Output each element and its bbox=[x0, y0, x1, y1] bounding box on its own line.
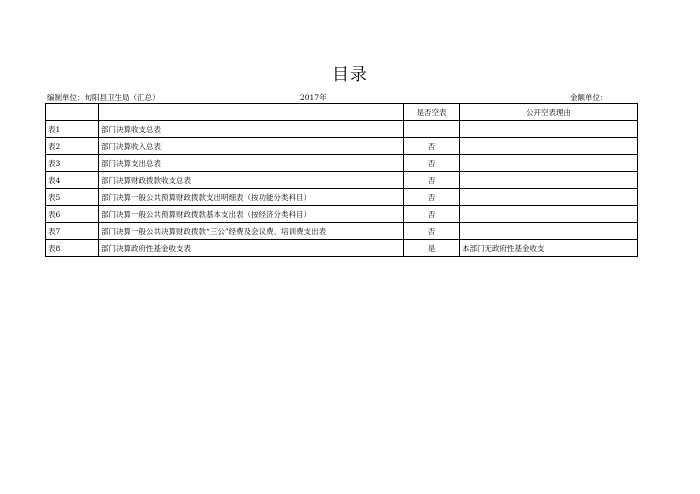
row-empty-reason bbox=[460, 189, 638, 206]
row-table-name: 部门决算一般公共预算财政拨款基本支出表（按经济分类科目） bbox=[99, 206, 404, 223]
row-empty-reason bbox=[460, 206, 638, 223]
table-row bbox=[46, 138, 638, 155]
page-title: 目录 bbox=[332, 65, 368, 85]
row-empty-reason bbox=[460, 121, 638, 138]
table-row bbox=[46, 223, 638, 240]
table-row bbox=[46, 172, 638, 189]
report-year: 2017年 bbox=[300, 93, 327, 102]
row-is-empty: 否 bbox=[404, 155, 460, 172]
row-table-name: 部门决算一般公共预算财政拨款支出明细表（按功能分类科目） bbox=[99, 189, 404, 206]
row-is-empty bbox=[404, 121, 460, 138]
row-number: 表5 bbox=[46, 189, 99, 206]
table-row bbox=[46, 155, 638, 172]
table-row bbox=[46, 206, 638, 223]
row-table-name: 部门决算一般公共决算财政拨款“三公”经费及会议费、培训费支出表 bbox=[99, 223, 404, 240]
row-table-name: 部门决算财政拨款收支总表 bbox=[99, 172, 404, 189]
amount-unit: 金额单位： bbox=[570, 93, 608, 102]
table-header-row bbox=[46, 104, 638, 121]
row-number: 表7 bbox=[46, 223, 99, 240]
row-table-name: 部门决算收支总表 bbox=[99, 121, 404, 138]
row-number: 表4 bbox=[46, 172, 99, 189]
row-empty-reason bbox=[460, 138, 638, 155]
row-number: 表1 bbox=[46, 121, 99, 138]
row-is-empty: 否 bbox=[404, 223, 460, 240]
row-is-empty: 否 bbox=[404, 172, 460, 189]
table-row bbox=[46, 189, 638, 206]
row-empty-reason bbox=[460, 223, 638, 240]
row-table-name: 部门决算支出总表 bbox=[99, 155, 404, 172]
column-header-reason: 公开空表理由 bbox=[460, 104, 638, 121]
column-header-number bbox=[46, 104, 99, 121]
column-header-empty: 是否空表 bbox=[404, 104, 460, 121]
row-number: 表3 bbox=[46, 155, 99, 172]
row-is-empty: 否 bbox=[404, 206, 460, 223]
catalog-table bbox=[45, 103, 638, 257]
row-is-empty: 否 bbox=[404, 189, 460, 206]
row-table-name: 部门决算政府性基金收支表 bbox=[99, 240, 404, 257]
row-number: 表2 bbox=[46, 138, 99, 155]
row-is-empty: 是 bbox=[404, 240, 460, 257]
row-is-empty: 否 bbox=[404, 138, 460, 155]
row-empty-reason: 本部门无政府性基金收支 bbox=[460, 240, 638, 257]
row-number: 表8 bbox=[46, 240, 99, 257]
row-number: 表6 bbox=[46, 206, 99, 223]
table-row bbox=[46, 240, 638, 257]
column-header-name bbox=[99, 104, 404, 121]
row-empty-reason bbox=[460, 172, 638, 189]
table-row bbox=[46, 121, 638, 138]
row-table-name: 部门决算收入总表 bbox=[99, 138, 404, 155]
compiling-unit: 编制单位：旬阳县卫生局（汇总） bbox=[47, 93, 160, 102]
row-empty-reason bbox=[460, 155, 638, 172]
